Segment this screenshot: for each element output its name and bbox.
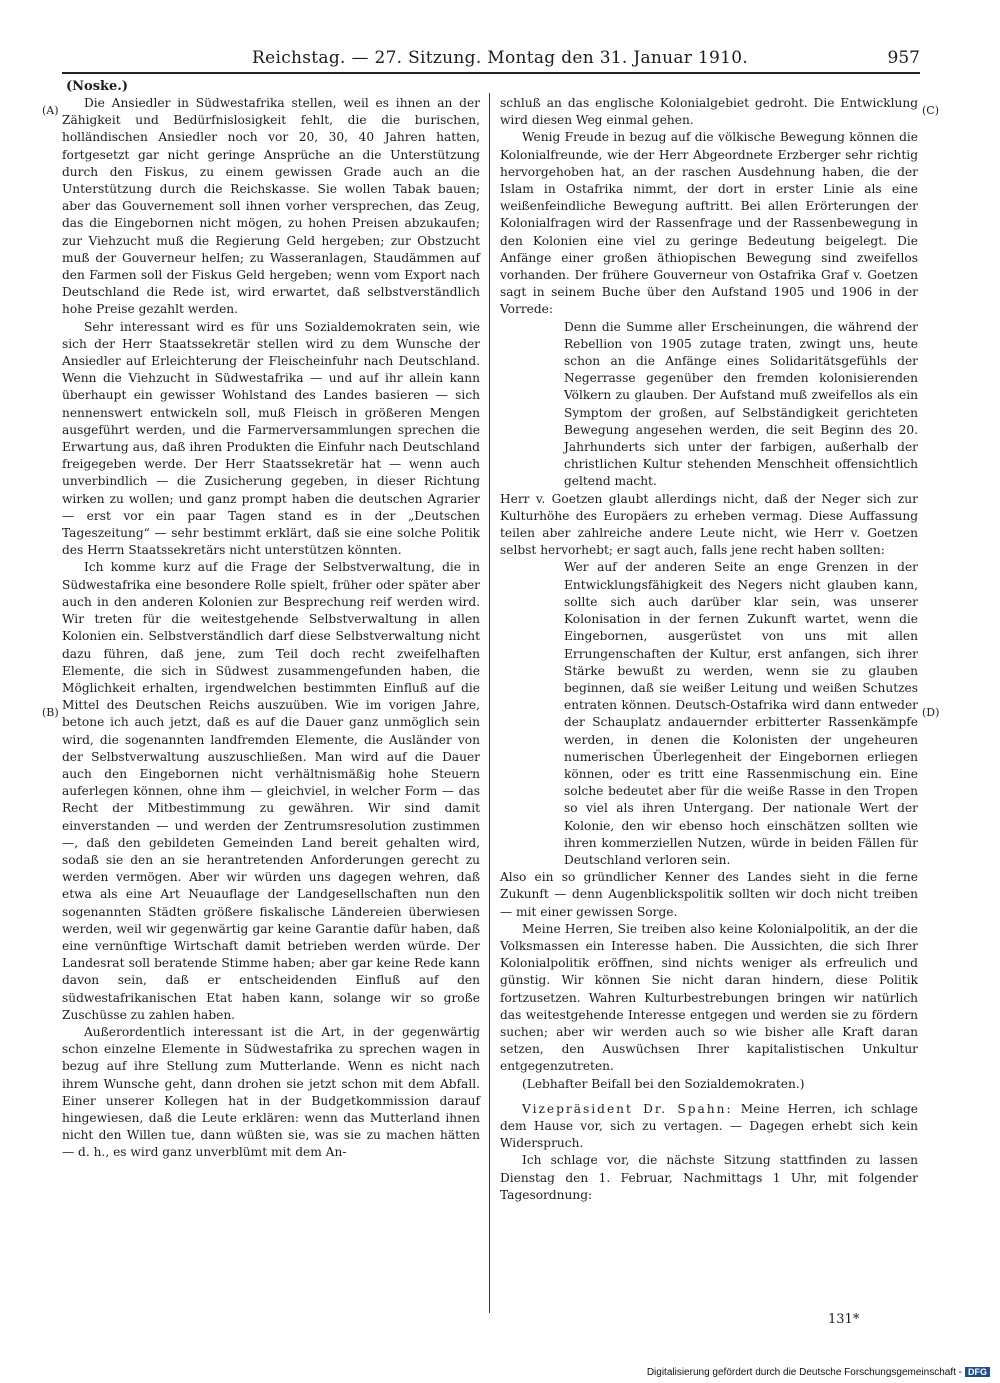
paragraph: Herr v. Goetzen glaubt allerdings nicht, daß der Neger sich zur Kulturhöhe des Europäers zu erheben vermag. Diese Auffassung teilen aber zahlreiche andere Leute nicht, wie Herr v. Goetzen selbst hervorhebt; er sagt auch, falls jene recht haben sollten: [500, 491, 918, 558]
paragraph: Sehr interessant wird es für uns Sozialdemokraten sein, wie sich der Herr Staatssekretär stellen wird zu dem Wunsche der Ansiedler auf Erleichterung der Fleischeinfuhr nach Deutschland. Wenn die Viehzucht in Südwestafrika — und auf ihr allein kann überhaupt ein gewisser Wohlstand des Landes basieren — sich nennenswert entwickeln soll, muß Fleisch in größeren Mengen ausgeführt werden, und die Farmerversammlungen sprechen die Erwartung aus, daß ihren Produkten die Einfuhr nach Deutschland freigegeben werde. Der Herr Staatssekretär hat — wenn auch unverbindlich — die Zusicherung gegeben, in dieser Richtung wirken zu wollen; und ganz prompt haben die deutschen Agrarier — erst vor ein paar Tagen stand es in der „Deutschen Tageszeitung“ — sehr bestimmt erklärt, daß sie eine solche Politik des Herrn Staatssekretärs nicht unterstützen könnten. [62, 319, 480, 558]
right-column [500, 95, 918, 1204]
left-column [62, 95, 480, 1162]
paragraph: schluß an das englische Kolonialgebiet gedroht. Die Entwicklung wird diesen Weg einmal gehen. [500, 96, 918, 128]
margin-marker-a: (A) [42, 104, 59, 117]
footer-text: Digitalisierung gefördert durch die Deutsche Forschungsgemeinschaft - [646, 1367, 962, 1378]
margin-marker-c: (C) [922, 104, 939, 117]
speaker-name: Vizepräsident Dr. Spahn: [522, 1101, 733, 1116]
running-title: Reichstag. — 27. Sitzung. Montag den 31. Januar 1910. [252, 48, 749, 68]
paragraph: Meine Herren, Sie treiben also keine Kolonialpolitik, an der die Volksmassen ein Interesse haben. Die Aussichten, die sich Ihrer Kolonialpolitik eröffnen, sind nichts weniger als erfreulich und günstig. Wir können Sie nicht daran hindern, diese Politik fortzusetzen. Wahren Kulturbestrebungen bringen wir natürlich das weitestgehende Interesse entgegen und werden sie zu fördern suchen; aber wir werden auch so wie bisher alle Kraft daran setzen, den Auswüchsen Ihrer kapitalistischen Unkultur entgegenzutreten. [500, 921, 918, 1074]
signature-mark: 131* [828, 1312, 860, 1327]
dfg-logo: DFG [965, 1367, 990, 1377]
paragraph: Ich schlage vor, die nächste Sitzung stattfinden zu lassen Dienstag den 1. Februar, Nachmittags 1 Uhr, mit folgender Tagesordnung: [500, 1153, 918, 1202]
column-divider [489, 93, 490, 1313]
applause-note: (Lebhafter Beifall bei den Sozialdemokraten.) [522, 1076, 805, 1091]
block-quote: Denn die Summe aller Erscheinungen, die während der Rebellion von 1905 zutage traten, zwingt uns, heute schon an die Anfänge eines Solidaritätsgefühls der Negerrasse gegenüber den fremden kolonisierenden Völkern zu glauben. Der Aufstand muß zweifellos als ein Symptom der großen, auf Selbständigkeit gerichteten Bewegung angesehen werden, die seit Beginn des 20. Jahrhunderts sich unter der farbigen, außerhalb der christlichen Kultur stehenden Menschheit offensichtlich geltend macht. [564, 319, 918, 489]
speaker-note: (Noske.) [66, 79, 128, 94]
block-quote: Wer auf der anderen Seite an enge Grenzen in der Entwicklungsfähigkeit des Negers nicht glauben kann, sollte sich auch darüber klar sein, was unserer Kolonisation in der fernen Zukunft wartet, wenn die Eingebornen, ausgerüstet von uns mit allen Errungenschaften der Kultur, erst anfangen, sich ihrer Stärke bewußt zu werden, wenn sie zu glauben beginnen, daß sie weißer Leitung und weißen Schutzes entraten können. Deutsch-Ostafrika wird dann entweder der Schauplatz andauernder erbitterter Rassenkämpfe werden, in denen die Kolonisten der ungeheuren numerischen Überlegenheit der Eingebornen erliegen können, oder es tritt eine Rassenmischung ein. Eine solche bedeutet aber für die weiße Rasse in den Tropen so viel als ihren Untergang. Der nationale Wert der Kolonie, den wir ebenso hoch einschätzen sollten wie ihren kommerziellen Nutzen, würde in beiden Fällen für Deutschland verloren sein. [564, 560, 918, 867]
paragraph: Wenig Freude in bezug auf die völkische Bewegung können die Kolonialfreunde, wie der Herr Abgeordnete Erzberger sehr richtig hervorgehoben hat, an der raschen Ausdehnung haben, die der Islam in Ostafrika nimmt, der dort in erster Linie als eine weißenfeindliche Bewegung auftritt. Bei allen Erörterungen der Kolonialfragen wird der Rassenfrage und der Rassenbewegung in den Kolonien eine viel zu geringe Bedeutung beigelegt. Die Anfänge einer großen äthiopischen Bewegung sind zweifellos vorhanden. Der frühere Gouverneur von Ostafrika Graf v. Goetzen sagt in seinem Buche über den Aufstand 1905 und 1906 in der Vorrede: [500, 130, 918, 317]
paragraph: Außerordentlich interessant ist die Art, in der gegenwärtig schon einzelne Elemente in Südwestafrika zu sprechen wagen in bezug auf ihre Stellung zum Mutterlande. Wenn es nicht nach ihrem Wunsche geht, dann drohen sie jetzt schon mit dem Abfall. Einer unserer Kollegen hat in der Budgetkommission darauf hingewiesen, daß die Leute erklären: wenn das Mutterland ihnen nicht den Willen tue, dann wüßten sie, was sie zu machen hätten — d. h., es wird ganz unverblümt mit dem An- [62, 1024, 480, 1160]
paragraph: Die Ansiedler in Südwestafrika stellen, weil es ihnen an der Zähigkeit und Bedürfnislosigkeit fehlt, die die burischen, holländischen Ansiedler noch vor 20, 30, 40 Jahren hatten, fortgesetzt gar nicht geringe Ansprüche an die Unterstützung durch den Fiskus, zu einem gewissen Grade auch an die Unterstützung durch die Reichskasse. Sie wollen Tabak bauen; aber das Gouvernement soll ihnen vorher versprechen, das Zeug, das die Eingebornen nicht mögen, zu hohen Preisen abzukaufen; zur Viehzucht muß die Regierung Geld hergeben; zur Obstzucht muß der Gouverneur helfen; zu Wasseranlagen, Staudämmen auf den Farmen soll der Fiskus Geld hergeben; wenn vom Export nach Deutschland die Rede ist, wird erwartet, daß selbstverständlich hohe Preise gezahlt werden. [62, 96, 480, 317]
footer [647, 1367, 990, 1378]
paragraph: Ich komme kurz auf die Frage der Selbstverwaltung, die in Südwestafrika eine besondere Rolle spielt, früher oder später aber auch in den anderen Kolonien zur Besprechung reif werden wird. Wir treten für die weitestgehende Selbstverwaltung in allen Kolonien ein. Selbstverständlich darf diese Selbstverwaltung nicht dazu führen, daß jene, zum Teil doch recht zweifelhaften Elemente, die sich in Südwest zusammengefunden haben, die Möglichkeit erhalten, irgendwelchen bestimmten Einfluß auf die Mittel des Deutschen Reichs auszuüben. Wie im vorigen Jahre, betone ich auch jetzt, daß es auf die Dauer ganz unmöglich sein wird, die sogenannten landfremden Elemente, die Ausländer von der Selbstverwaltung auszuschließen. Man wird auf die Dauer auch den Eingebornen nicht verhältnismäßig hohe Steuern auferlegen können, ohne ihm — gleichviel, in welcher Form — das Recht der Mitbestimmung zu gewähren. Wir sind damit einverstanden — und werden der Zentrumsresolution zustimmen —, daß den gebildeten Gemeinden Land bereit gehalten wird, sodaß sie den an sie herantretenden Anforderungen gerecht zu werden vermögen. Aber wir würden uns dagegen wehren, daß etwa als eine Art Neuauflage der Landgesellschaften nun den sogenannten Städten größere fiskalische Ländereien überwiesen werden, weil wir gegenwärtig gar keine Garantie dafür haben, daß eine vernünftige Wirtschaft damit betrieben werden würde. Der Landesrat soll beratende Stimme haben; aber gar keine Rede kann davon sein, daß er entscheidenden Einfluß auf den südwestafrikanischen Etat haben kann, solange wir so große Zuschüsse zu zahlen haben. [62, 560, 480, 1022]
margin-marker-b: (B) [42, 706, 59, 719]
page-number: 957 [887, 48, 920, 68]
header-rule [62, 72, 920, 74]
margin-marker-d: (D) [922, 706, 940, 719]
paragraph: Also ein so gründlicher Kenner des Landes sieht in die ferne Zukunft — denn Augenblickspolitik sollten wir doch nicht treiben — mit einer gewissen Sorge. [500, 870, 918, 919]
paragraph [500, 1101, 918, 1153]
speech-text: Meine Herren, ich schlage dem Hause vor, sich zu vertagen. — Dagegen erhebt sich kein Widerspruch. [500, 1101, 919, 1151]
